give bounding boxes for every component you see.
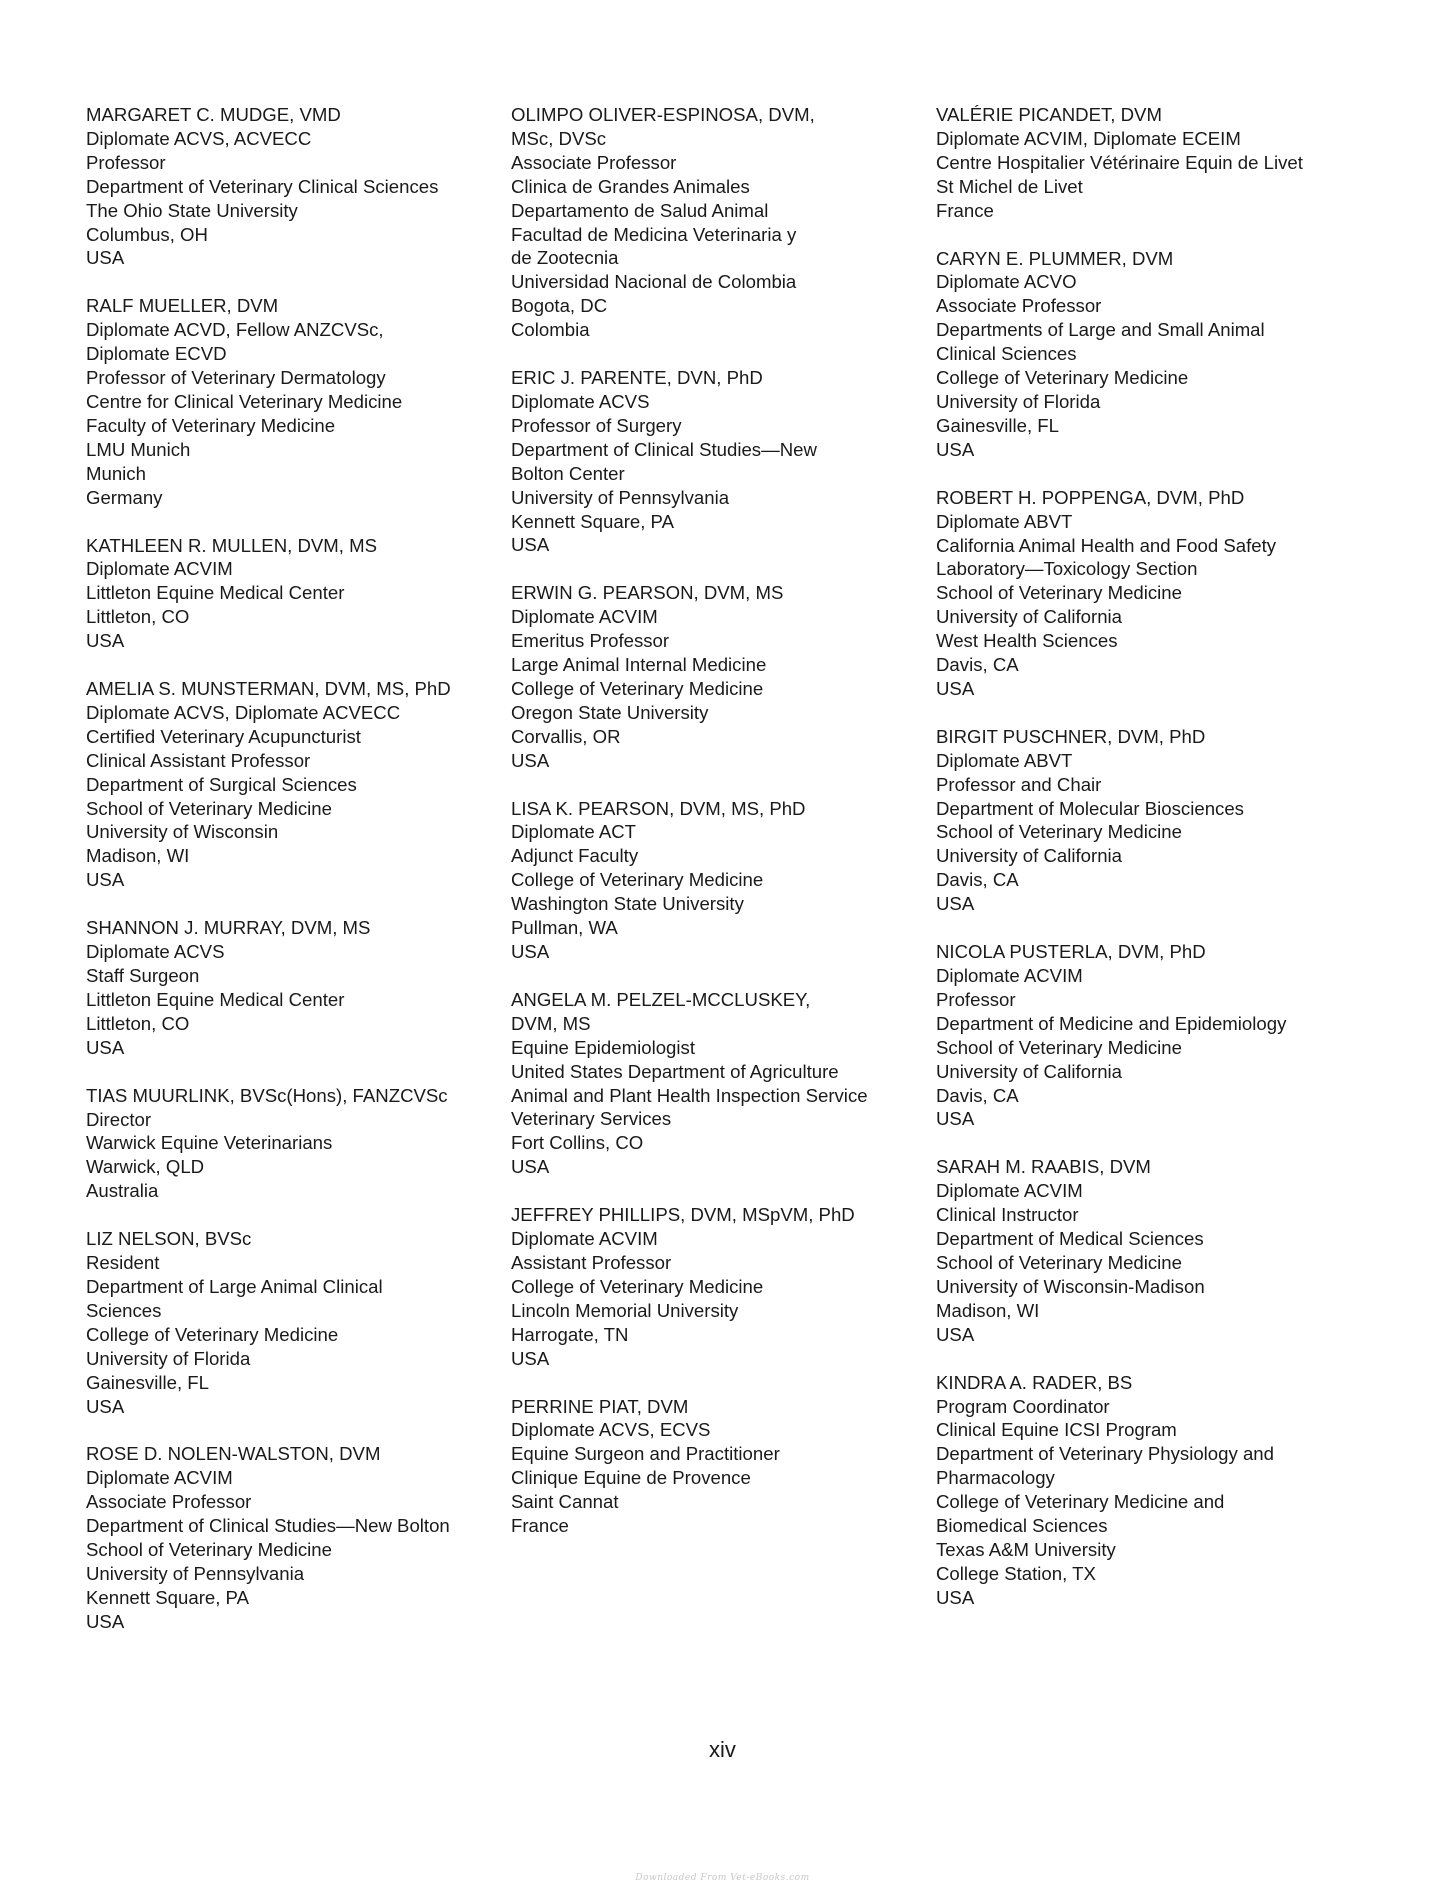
contributor-detail-line: USA xyxy=(511,1156,550,1178)
contributor-detail-line: USA xyxy=(936,893,975,915)
contributors-column-2 xyxy=(511,103,931,1562)
contributor-entry xyxy=(86,916,506,1059)
contributor-detail-line: Professor of Surgery xyxy=(511,414,682,436)
contributor-detail-line: Laboratory—Toxicology Section xyxy=(936,558,1198,580)
contributor-detail-line: Centre for Clinical Veterinary Medicine xyxy=(86,390,403,412)
contributor-detail-line: Department of Veterinary Clinical Sciences xyxy=(86,175,439,197)
contributor-detail-line: Lincoln Memorial University xyxy=(511,1299,739,1321)
contributor-detail-line: Texas A&M University xyxy=(936,1538,1116,1560)
contributor-detail-line: USA xyxy=(511,749,550,771)
contributor-entry xyxy=(511,797,931,964)
contributor-detail-line: USA xyxy=(936,1586,975,1608)
contributor-detail-line: Clinical Instructor xyxy=(936,1204,1079,1226)
contributor-detail-line: Diplomate ACVS xyxy=(511,390,650,412)
contributor-detail-line: Davis, CA xyxy=(936,1084,1019,1106)
contributor-detail-line: USA xyxy=(511,941,550,962)
contributor-detail-line: Clinica de Grandes Animales xyxy=(511,175,750,197)
contributor-detail-line: Diplomate ACVS, Diplomate ACVECC xyxy=(86,701,401,723)
contributor-detail-line: Littleton Equine Medical Center xyxy=(86,582,345,604)
contributor-name: LISA K. PEARSON, DVM, MS, PhD xyxy=(511,797,806,819)
contributor-entry xyxy=(936,1155,1396,1346)
contributor-entry xyxy=(511,366,931,557)
contributor-detail-line: Department of Medicine and Epidemiology xyxy=(936,1012,1287,1034)
contributor-detail-line: Professor of Veterinary Dermatology xyxy=(86,367,386,389)
contributor-detail-line: Diplomate ACVIM xyxy=(936,1180,1083,1202)
contributor-detail-line: Program Coordinator xyxy=(936,1395,1110,1417)
contributor-detail-line: Certified Veterinary Acupuncturist xyxy=(86,725,361,747)
contributor-detail-line: Columbus, OH xyxy=(86,223,208,245)
contributor-detail-line: Department of Large Animal Clinical xyxy=(86,1275,383,1297)
contributor-detail-line: Associate Professor xyxy=(86,1491,252,1513)
contributor-detail-line: USA xyxy=(936,677,975,699)
contributor-name: LIZ NELSON, BVSc xyxy=(86,1228,252,1250)
contributor-detail-line: School of Veterinary Medicine xyxy=(86,1539,332,1561)
contributors-column-1 xyxy=(86,103,506,1658)
contributor-detail-line: Diplomate ACT xyxy=(511,821,637,843)
contributor-detail-line: Universidad Nacional de Colombia xyxy=(511,271,797,293)
contributor-detail-line: West Health Sciences xyxy=(936,630,1118,652)
contributor-detail-line: Diplomate ECVD xyxy=(86,343,227,365)
contributor-detail-line: Diplomate ABVT xyxy=(936,749,1073,771)
contributor-detail-line: Diplomate ACVIM xyxy=(511,1228,658,1250)
contributor-detail-line: University of Pennsylvania xyxy=(86,1562,305,1584)
contributor-detail-line: Equine Epidemiologist xyxy=(511,1036,695,1058)
contributor-detail-line: University of California xyxy=(936,1060,1123,1082)
contributor-entry xyxy=(511,103,931,342)
contributor-detail-line: Professor xyxy=(86,151,166,173)
contributor-name: KINDRA A. RADER, BS xyxy=(936,1371,1133,1393)
contributor-detail-line: USA xyxy=(936,1323,975,1345)
contributor-detail-line: Munich xyxy=(86,462,146,484)
contributor-detail-line: Clinical Equine ICSI Program xyxy=(936,1419,1177,1441)
contributor-entry xyxy=(86,1442,506,1633)
contributor-detail-line: Littleton Equine Medical Center xyxy=(86,988,345,1010)
contributor-detail-line: Animal and Plant Health Inspection Service xyxy=(511,1084,868,1106)
contributor-detail-line: de Zootecnia xyxy=(511,247,619,269)
contributor-name: TIAS MUURLINK, BVSc(Hons), FANZCVSc xyxy=(86,1084,448,1106)
contributor-entry xyxy=(511,988,931,1179)
contributor-detail-line: Bolton Center xyxy=(511,462,625,484)
contributor-detail-line: Pullman, WA xyxy=(511,917,618,939)
contributor-detail-line: Sciences xyxy=(86,1299,162,1321)
contributor-detail-line: Germany xyxy=(86,486,163,508)
contributor-detail-line: Associate Professor xyxy=(936,295,1102,317)
contributor-detail-line: Littleton, CO xyxy=(86,1012,190,1034)
contributor-entry xyxy=(511,1395,931,1538)
contributor-detail-line: Emeritus Professor xyxy=(511,630,670,652)
contributor-detail-line: Clinical Sciences xyxy=(936,343,1077,365)
contributor-name: BIRGIT PUSCHNER, DVM, PhD xyxy=(936,725,1206,747)
contributor-detail-line: University of Florida xyxy=(936,390,1101,412)
contributor-detail-line: Veterinary Services xyxy=(511,1108,672,1130)
contributor-detail-line: School of Veterinary Medicine xyxy=(86,797,332,819)
contributor-detail-line: College of Veterinary Medicine xyxy=(511,1275,764,1297)
contributor-detail-line: Associate Professor xyxy=(511,151,677,173)
contributor-entry xyxy=(86,677,506,892)
contributor-detail-line: France xyxy=(511,1515,569,1537)
contributor-name: ROBERT H. POPPENGA, DVM, PhD xyxy=(936,486,1245,508)
contributor-detail-line: Department of Surgical Sciences xyxy=(86,773,357,795)
contributor-detail-line: Diplomate ACVS, ACVECC xyxy=(86,127,312,149)
contributor-detail-line: Diplomate ACVD, Fellow ANZCVSc, xyxy=(86,319,384,341)
contributor-detail-line: Madison, WI xyxy=(86,845,190,867)
contributor-name: ERWIN G. PEARSON, DVM, MS xyxy=(511,582,784,604)
contributor-detail-line: Washington State University xyxy=(511,893,744,915)
contributor-entry xyxy=(936,940,1396,1131)
contributor-detail-line: School of Veterinary Medicine xyxy=(936,582,1182,604)
contributor-detail-line: University of California xyxy=(936,606,1123,628)
contributor-name: ROSE D. NOLEN-WALSTON, DVM xyxy=(86,1443,381,1465)
contributor-detail-line: Gainesville, FL xyxy=(936,414,1059,436)
contributor-detail-line: Gainesville, FL xyxy=(86,1371,209,1393)
contributor-detail-line: Professor and Chair xyxy=(936,773,1102,795)
contributor-entry xyxy=(86,103,506,270)
contributor-detail-line: Colombia xyxy=(511,319,590,341)
contributor-detail-line: Diplomate ACVS xyxy=(86,941,225,963)
contributor-entry xyxy=(86,294,506,509)
contributor-detail-line: Adjunct Faculty xyxy=(511,845,639,867)
contributors-column-3 xyxy=(936,103,1396,1634)
contributor-detail-line: Diplomate ACVIM xyxy=(86,558,233,580)
contributor-detail-line: Facultad de Medicina Veterinaria y xyxy=(511,223,797,245)
contributor-entry xyxy=(86,534,506,654)
contributor-detail-line: Professor xyxy=(936,988,1016,1010)
contributor-detail-line: Corvallis, OR xyxy=(511,725,621,747)
contributor-detail-line: University of Pennsylvania xyxy=(511,486,730,508)
contributor-detail-line: University of Florida xyxy=(86,1347,251,1369)
contributor-detail-line: California Animal Health and Food Safety xyxy=(936,534,1277,556)
watermark-text: Downloaded From Vet-eBooks.com xyxy=(635,1873,810,1883)
contributor-detail-line: USA xyxy=(511,1347,550,1369)
contributor-name: ERIC J. PARENTE, DVN, PhD xyxy=(511,367,763,389)
contributor-detail-line: Departamento de Salud Animal xyxy=(511,199,769,221)
contributor-name: PERRINE PIAT, DVM xyxy=(511,1395,689,1417)
contributor-detail-line: College of Veterinary Medicine xyxy=(86,1323,339,1345)
contributor-detail-line: Diplomate ACVS, ECVS xyxy=(511,1419,711,1441)
contributor-detail-line: Saint Cannat xyxy=(511,1491,619,1513)
contributor-detail-line: USA xyxy=(511,534,550,556)
contributor-detail-line: France xyxy=(936,199,994,221)
contributor-detail-line: Biomedical Sciences xyxy=(936,1515,1108,1537)
contributor-detail-line: School of Veterinary Medicine xyxy=(936,821,1182,843)
contributor-detail-line: Equine Surgeon and Practitioner xyxy=(511,1443,780,1465)
contributor-detail-line: USA xyxy=(86,1610,125,1632)
contributor-detail-line: University of Wisconsin-Madison xyxy=(936,1275,1205,1297)
contributor-detail-line: Department of Medical Sciences xyxy=(936,1228,1204,1250)
contributor-detail-line: Madison, WI xyxy=(936,1299,1040,1321)
contributor-detail-line: Department of Clinical Studies—New xyxy=(511,438,817,460)
contributor-entry xyxy=(511,581,931,772)
contributor-detail-line: Faculty of Veterinary Medicine xyxy=(86,414,336,436)
contributor-detail-line: Clinical Assistant Professor xyxy=(86,749,311,771)
contributor-detail-line: Davis, CA xyxy=(936,654,1019,676)
contributor-detail-line: Kennett Square, PA xyxy=(86,1586,249,1608)
contributor-detail-line: United States Department of Agriculture xyxy=(511,1060,839,1082)
contributor-name: SHANNON J. MURRAY, DVM, MS xyxy=(86,917,371,939)
contributor-detail-line: Warwick Equine Veterinarians xyxy=(86,1132,333,1154)
contributor-detail-line: LMU Munich xyxy=(86,438,191,460)
contributor-detail-line: USA xyxy=(86,869,125,891)
contributor-name: KATHLEEN R. MULLEN, DVM, MS xyxy=(86,534,378,556)
contributor-name: SARAH M. RAABIS, DVM xyxy=(936,1156,1151,1178)
contributor-name: CARYN E. PLUMMER, DVM xyxy=(936,247,1174,269)
page-number: xiv xyxy=(709,1737,736,1762)
contributor-name: VALÉRIE PICANDET, DVM xyxy=(936,104,1162,125)
contributor-detail-line: Diplomate ACVIM xyxy=(511,606,658,628)
contributor-name: NICOLA PUSTERLA, DVM, PhD xyxy=(936,941,1206,963)
contributor-detail-line: USA xyxy=(86,1036,125,1058)
contributor-detail-line: School of Veterinary Medicine xyxy=(936,1036,1182,1058)
contributor-detail-line: Resident xyxy=(86,1252,160,1274)
contributor-entry xyxy=(86,1227,506,1418)
contributor-detail-line: University of California xyxy=(936,845,1123,867)
contributor-detail-line: College of Veterinary Medicine xyxy=(511,869,764,891)
contributor-detail-line: Fort Collins, CO xyxy=(511,1132,644,1154)
contributor-detail-line: Pharmacology xyxy=(936,1467,1055,1489)
contributor-detail-line: Department of Veterinary Physiology and xyxy=(936,1443,1274,1465)
contributor-detail-line: Department of Molecular Biosciences xyxy=(936,797,1244,819)
contributor-detail-line: Director xyxy=(86,1108,152,1130)
contributor-detail-line: DVM, MS xyxy=(511,1012,591,1034)
contributor-detail-line: College Station, TX xyxy=(936,1562,1096,1584)
contributor-detail-line: School of Veterinary Medicine xyxy=(936,1251,1182,1273)
contributor-detail-line: The Ohio State University xyxy=(86,199,298,221)
contributor-detail-line: Harrogate, TN xyxy=(511,1323,629,1345)
contributor-detail-line: College of Veterinary Medicine xyxy=(936,367,1189,389)
contributor-detail-line: Diplomate ACVIM, Diplomate ECEIM xyxy=(936,127,1241,149)
contributor-detail-line: St Michel de Livet xyxy=(936,175,1083,197)
contributor-detail-line: College of Veterinary Medicine xyxy=(511,677,764,699)
contributor-detail-line: USA xyxy=(936,1108,975,1130)
contributor-detail-line: Centre Hospitalier Vétérinaire Equin de Livet xyxy=(936,151,1303,173)
contributor-detail-line: Staff Surgeon xyxy=(86,965,200,986)
contributor-detail-line: USA xyxy=(936,438,975,460)
contributor-name: MARGARET C. MUDGE, VMD xyxy=(86,104,341,125)
contributor-detail-line: USA xyxy=(86,630,125,652)
contributor-name: RALF MUELLER, DVM xyxy=(86,295,279,317)
contributor-entry xyxy=(936,247,1396,462)
contributor-detail-line: Diplomate ACVO xyxy=(936,271,1077,293)
contributor-detail-line: Clinique Equine de Provence xyxy=(511,1467,751,1489)
contributor-detail-line: University of Wisconsin xyxy=(86,821,279,843)
contributor-detail-line: Departments of Large and Small Animal xyxy=(936,319,1265,341)
contributor-detail-line: Assistant Professor xyxy=(511,1251,672,1273)
contributor-detail-line: Littleton, CO xyxy=(86,606,190,628)
contributor-detail-line: Diplomate ACVIM xyxy=(936,965,1083,986)
contributor-entry xyxy=(936,103,1396,223)
contributor-detail-line: Bogota, DC xyxy=(511,295,608,317)
contributor-detail-line: Department of Clinical Studies—New Bolton xyxy=(86,1515,450,1537)
contributor-detail-line: Oregon State University xyxy=(511,701,709,723)
contributor-entry xyxy=(86,1084,506,1204)
contributor-detail-line: College of Veterinary Medicine and xyxy=(936,1491,1225,1513)
contributor-entry xyxy=(936,486,1396,701)
contributor-entry xyxy=(936,1371,1396,1610)
contributor-detail-line: Kennett Square, PA xyxy=(511,510,674,532)
contributor-detail-line: Large Animal Internal Medicine xyxy=(511,654,767,676)
contributor-detail-line: MSc, DVSc xyxy=(511,127,607,149)
contributor-detail-line: Davis, CA xyxy=(936,869,1019,891)
contributor-detail-line: Diplomate ACVIM xyxy=(86,1467,233,1489)
contributor-entry xyxy=(511,1203,931,1370)
contributor-entry xyxy=(936,725,1396,916)
contributor-detail-line: USA xyxy=(86,247,125,269)
contributor-name: JEFFREY PHILLIPS, DVM, MSpVM, PhD xyxy=(511,1204,855,1226)
contributor-name: OLIMPO OLIVER-ESPINOSA, DVM, xyxy=(511,104,815,125)
contributor-detail-line: Warwick, QLD xyxy=(86,1156,205,1178)
contributor-name: ANGELA M. PELZEL-MCCLUSKEY, xyxy=(511,988,811,1010)
contributor-detail-line: Diplomate ABVT xyxy=(936,510,1073,532)
contributor-detail-line: Australia xyxy=(86,1180,159,1202)
contributor-name: AMELIA S. MUNSTERMAN, DVM, MS, PhD xyxy=(86,678,451,700)
contributor-detail-line: USA xyxy=(86,1395,125,1417)
